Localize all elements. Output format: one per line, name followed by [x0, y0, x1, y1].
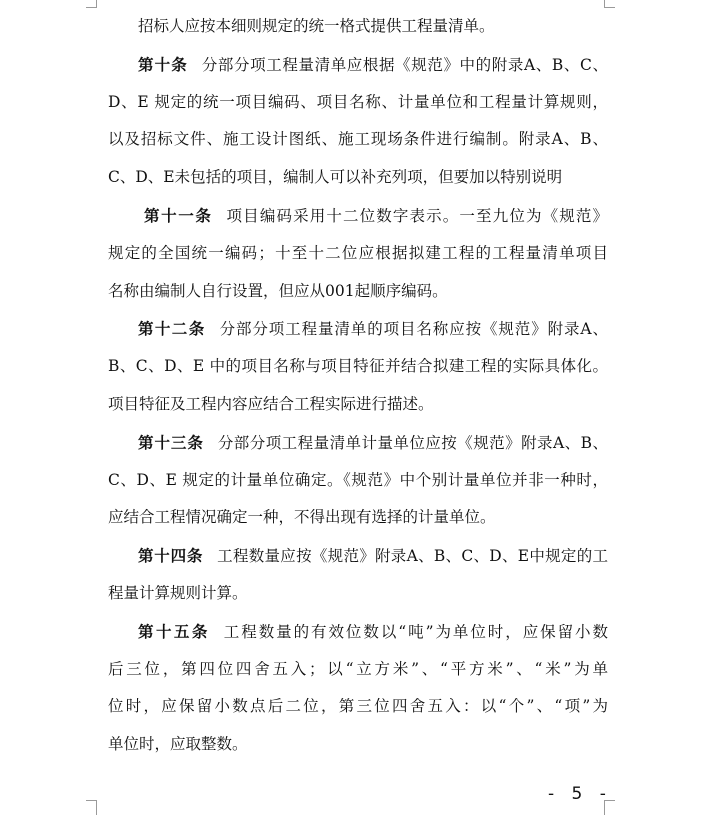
intro-line: 招标人应按本细则规定的统一格式提供工程量清单。 [138, 17, 495, 35]
page-number: - 5 - [548, 784, 612, 804]
article-15 [108, 613, 608, 764]
article-15-first-line [108, 613, 608, 651]
article-10 [108, 46, 608, 197]
article-15-title: 第十五条 [138, 621, 210, 641]
article-10-first-line [108, 46, 608, 84]
crop-mark-bottom-left [86, 800, 97, 815]
article-11-line-2: 规定的全国统一编码；十至十二位应根据拟建工程的工程量清单项目 [108, 243, 608, 262]
article-14 [108, 537, 608, 613]
crop-mark-top-right [604, 0, 615, 8]
article-15-line-1: 工程数量的有效位数以“吨”为单位时，应保留小数 [223, 622, 608, 641]
article-11-first-line [108, 197, 608, 235]
article-10-line-2: D、E 规定的统一项目编码、项目名称、计量单位和工程量计算规则， [108, 92, 608, 111]
article-14-title: 第十四条 [138, 546, 204, 566]
article-13-first-line [108, 424, 608, 462]
article-10-line-1: 分部分项工程量清单应根据《规范》中的附录A、B、C、 [201, 55, 608, 74]
article-10-line-3: 以及招标文件、施工设计图纸、施工现场条件进行编制。附录A、B、 [108, 130, 608, 149]
article-15-line-2: 后三位，第四位四舍五入；以“立方米”、“平方米”、“米”为单 [108, 659, 608, 678]
article-12-line-1: 分部分项工程量清单的项目名称应按《规范》附录A、 [219, 320, 608, 339]
article-15-line-4: 单位时，应取整数。 [108, 735, 248, 754]
article-13-title: 第十三条 [138, 432, 204, 452]
article-13-line-3: 应结合工程情况确定一种，不得出现有选择的计量单位。 [108, 508, 496, 527]
article-11-line-1: 项目编码采用十二位数字表示。一至九位为《规范》 [226, 206, 608, 225]
article-11 [108, 197, 608, 310]
crop-mark-top-left [86, 0, 97, 8]
article-12-title: 第十二条 [138, 319, 206, 339]
article-12-line-2: B、C、D、E 中的项目名称与项目特征并结合拟建工程的实际具体化。 [108, 357, 608, 376]
article-14-line-1: 工程数量应按《规范》附录A、B、C、D、E中规定的工 [217, 547, 608, 566]
article-12 [108, 310, 608, 423]
article-13-line-2: C、D、E 规定的计量单位确定。《规范》中个别计量单位并非一种时， [108, 470, 608, 489]
article-10-title: 第十条 [138, 54, 188, 74]
article-10-line-4: C、D、E未包括的项目，编制人可以补充列项，但要加以特别说明 [108, 168, 563, 187]
article-13 [108, 424, 608, 537]
article-12-first-line [108, 310, 608, 348]
article-14-first-line [108, 537, 608, 575]
article-11-line-3: 名称由编制人自行设置，但应从001起顺序编码。 [108, 281, 448, 300]
document-body [108, 8, 608, 764]
article-12-line-3: 项目特征及工程内容应结合工程实际进行描述。 [108, 394, 434, 413]
article-14-line-2: 程量计算规则计算。 [108, 583, 248, 602]
article-11-title: 第十一条 [144, 205, 213, 225]
article-13-line-1: 分部分项工程量清单计量单位应按《规范》附录A、B、 [217, 433, 608, 452]
article-15-line-3: 位时，应保留小数点后二位，第三位四舍五入：以“个”、“项”为 [108, 697, 608, 716]
